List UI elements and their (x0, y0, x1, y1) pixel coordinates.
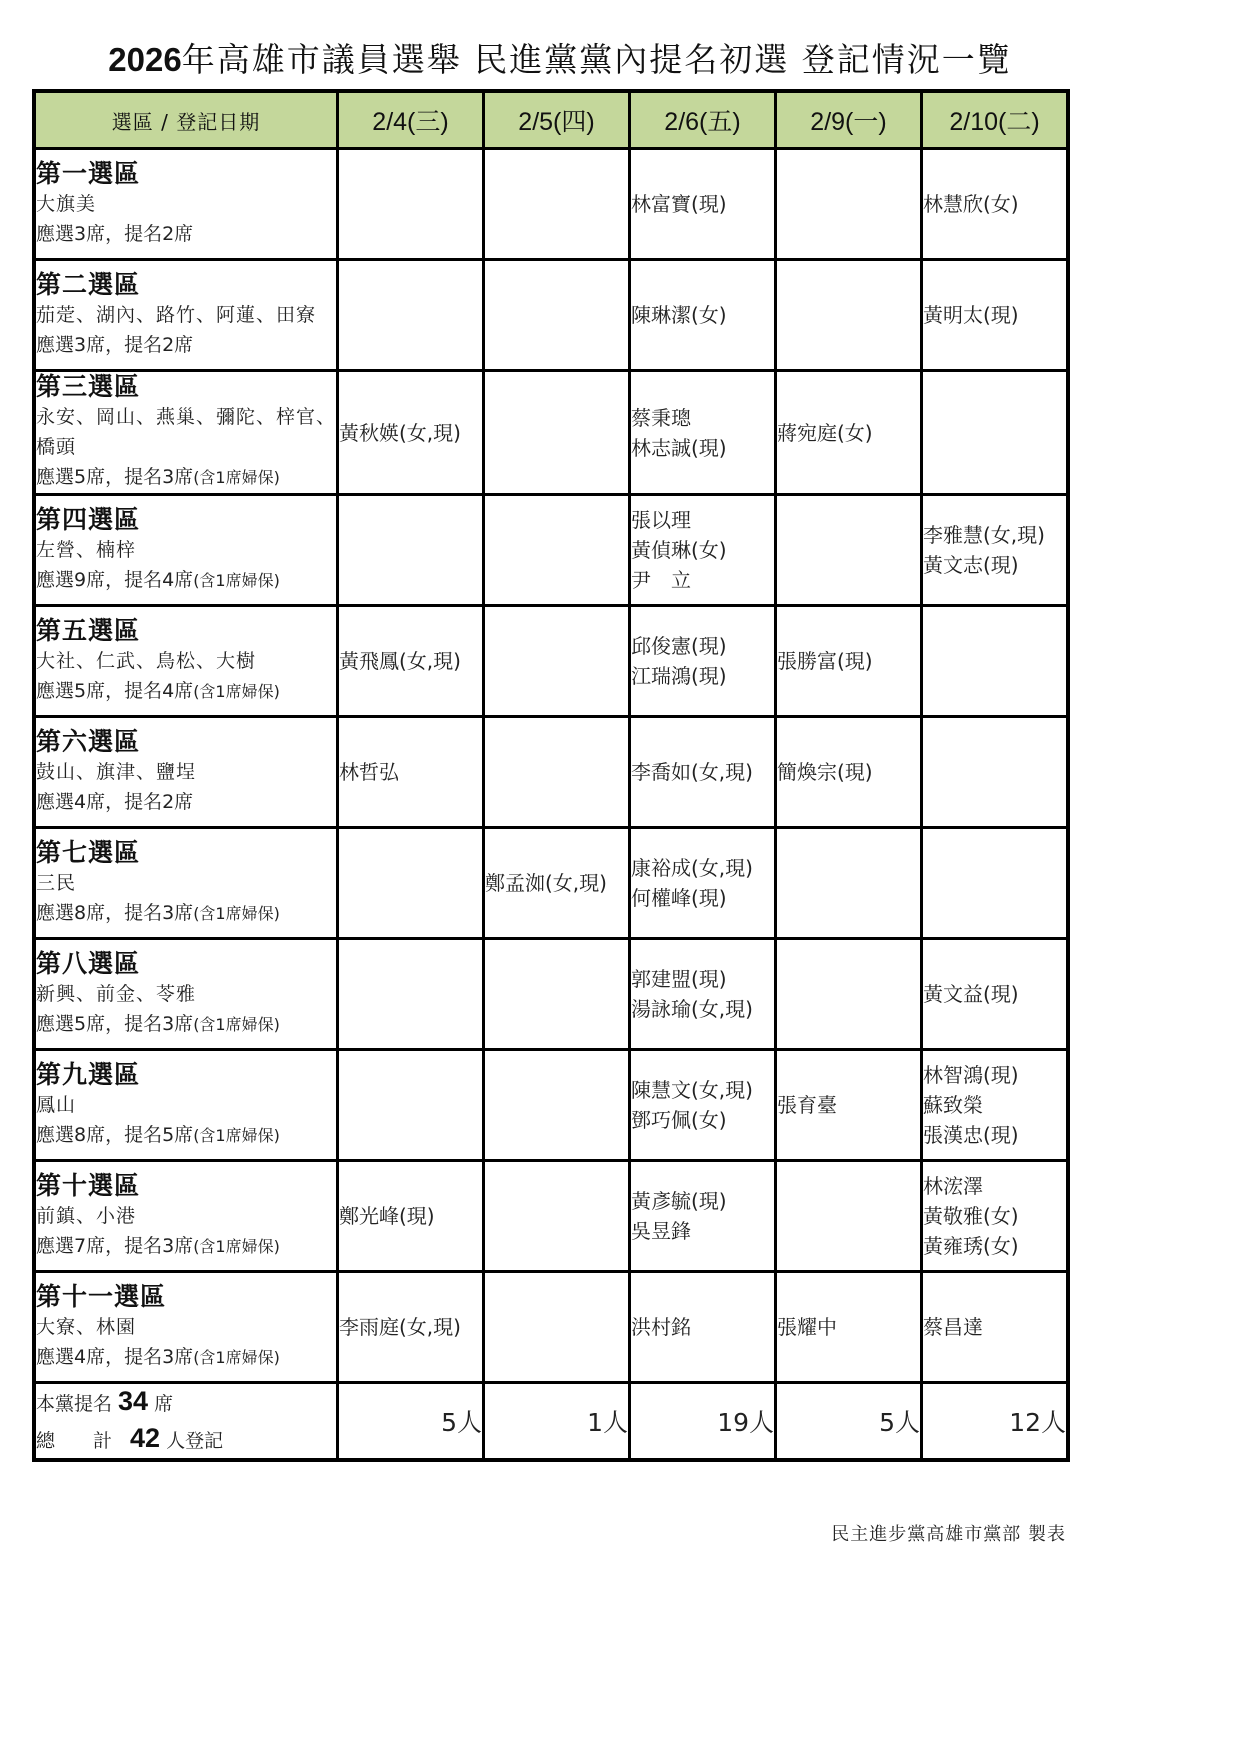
district-row (34, 1161, 1068, 1272)
candidate-name: 何權峰(現) (631, 886, 727, 910)
district-row (34, 717, 1068, 828)
candidate-name: 黃文志(現) (923, 553, 1019, 577)
district-areas: 大寮、林園 (36, 1315, 137, 1338)
registration-cell (484, 149, 630, 260)
candidate-name: 張漢忠(現) (923, 1123, 1019, 1147)
district-cell (34, 717, 338, 828)
candidate-name: 林志誠(現) (631, 435, 727, 460)
district-cell (34, 828, 338, 939)
page-title (0, 34, 1120, 81)
summary-cell (34, 1383, 338, 1461)
registration-cell (922, 939, 1069, 1050)
registration-cell (922, 1272, 1069, 1383)
district-name: 第七選區 (36, 837, 141, 867)
candidate-name: 黃飛鳳(女,現) (339, 649, 461, 673)
registration-cell (776, 939, 922, 1050)
candidate-name: 陳琳潔(女) (631, 303, 727, 327)
header-date-0205: 2/5(四) (484, 91, 630, 149)
registration-cell (630, 1272, 776, 1383)
candidate-name: 蘇致榮 (923, 1093, 983, 1117)
header-date-0206: 2/6(五) (630, 91, 776, 149)
total-count: 42 (130, 1423, 161, 1453)
district-areas: 前鎮、小港 (36, 1204, 137, 1227)
candidate-name: 張耀中 (777, 1315, 837, 1339)
candidate-name: 蔡昌達 (923, 1315, 983, 1339)
nominate-label: 本黨提名 (36, 1393, 113, 1415)
registration-cell (630, 1050, 776, 1161)
header-date-0204: 2/4(三) (338, 91, 484, 149)
district-name: 第二選區 (36, 269, 141, 299)
candidate-name: 吳昱鋒 (631, 1219, 691, 1243)
registration-cell (338, 1272, 484, 1383)
candidate-name: 黃雍琇(女) (923, 1234, 1019, 1258)
seats-note: (含1席婦保) (193, 903, 280, 923)
registration-cell (484, 495, 630, 606)
district-name: 第四選區 (36, 504, 141, 534)
nominate-line (36, 1384, 336, 1421)
candidate-name: 郭建盟(現) (631, 967, 727, 991)
title-year: 2026 (108, 41, 182, 78)
district-areas: 新興、前金、苓雅 (36, 982, 197, 1005)
candidate-name: 湯詠瑜(女,現) (631, 997, 753, 1021)
total-label: 總 計 (36, 1430, 113, 1452)
registration-table (32, 89, 1070, 1462)
candidate-name: 洪村銘 (631, 1315, 691, 1339)
district-row (34, 260, 1068, 371)
registration-cell (630, 495, 776, 606)
total-line (36, 1421, 336, 1458)
daily-total-0210: 12人 (922, 1383, 1069, 1461)
district-name: 第八選區 (36, 948, 141, 978)
candidate-name: 張以理 (631, 508, 691, 532)
district-areas: 左營、楠梓 (36, 538, 137, 561)
district-areas: 三民 (36, 871, 77, 894)
district-name: 第三選區 (36, 372, 141, 401)
registration-cell (484, 717, 630, 828)
registration-cell (630, 606, 776, 717)
district-name: 第六選區 (36, 726, 141, 756)
district-cell (34, 1050, 338, 1161)
district-cell (34, 1161, 338, 1272)
district-seats: 應選4席，提名2席 (36, 790, 194, 813)
district-cell (34, 1272, 338, 1383)
candidate-name: 張育臺 (777, 1093, 837, 1117)
candidate-name: 黃秋媖(女,現) (339, 420, 461, 445)
registration-cell (630, 939, 776, 1050)
district-areas: 永安、岡山、燕巢、彌陀、梓官、橋頭 (36, 406, 337, 458)
registration-cell (922, 1161, 1069, 1272)
candidate-name: 鄧巧佩(女) (631, 1108, 727, 1132)
registration-cell (922, 606, 1069, 717)
district-row (34, 606, 1068, 717)
nominate-unit: 席 (154, 1393, 174, 1415)
district-row (34, 1050, 1068, 1161)
district-name: 第一選區 (36, 158, 141, 188)
district-seats: 應選8席，提名3席(含1席婦保) (36, 901, 280, 924)
candidate-name: 尹 立 (631, 568, 691, 592)
registration-cell (922, 828, 1069, 939)
candidate-name: 李雅慧(女,現) (923, 523, 1045, 547)
registration-cell (338, 717, 484, 828)
registration-cell (630, 828, 776, 939)
seats-note: (含1席婦保) (193, 468, 280, 487)
candidate-name: 黃明太(現) (923, 303, 1019, 327)
credit-line: 民主進步黨高雄市黨部 製表 (831, 1524, 1066, 1545)
district-row (34, 149, 1068, 260)
registration-cell (338, 149, 484, 260)
header-row (34, 91, 1068, 149)
district-cell (34, 606, 338, 717)
district-seats: 應選5席，提名4席(含1席婦保) (36, 679, 280, 702)
district-name: 第九選區 (36, 1059, 141, 1089)
registration-cell (922, 495, 1069, 606)
registration-cell (776, 495, 922, 606)
registration-cell (338, 1161, 484, 1272)
registration-cell (484, 260, 630, 371)
registration-cell (776, 828, 922, 939)
registration-cell (338, 1050, 484, 1161)
candidate-name: 鄭孟洳(女,現) (485, 871, 607, 895)
registration-cell (484, 1272, 630, 1383)
district-name: 第十一選區 (36, 1281, 167, 1311)
candidate-name: 簡煥宗(現) (777, 760, 873, 784)
candidate-name: 林浤澤 (923, 1174, 983, 1198)
candidate-name: 李雨庭(女,現) (339, 1315, 461, 1339)
district-seats: 應選3席，提名2席 (36, 333, 194, 356)
seats-note: (含1席婦保) (193, 1236, 280, 1256)
registration-cell (484, 828, 630, 939)
registration-cell (630, 260, 776, 371)
registration-cell (338, 495, 484, 606)
registration-cell (922, 717, 1069, 828)
registration-cell (338, 939, 484, 1050)
district-row (34, 939, 1068, 1050)
registration-cell (922, 149, 1069, 260)
registration-cell (484, 606, 630, 717)
district-name: 第十選區 (36, 1170, 141, 1200)
candidate-name: 張勝富(現) (777, 649, 873, 673)
registration-cell (338, 260, 484, 371)
district-cell (34, 371, 338, 495)
candidate-name: 黃彥毓(現) (631, 1189, 727, 1213)
total-unit: 人登記 (166, 1430, 224, 1452)
registration-cell (338, 371, 484, 495)
registration-cell (484, 939, 630, 1050)
registration-cell (630, 149, 776, 260)
candidate-name: 林哲弘 (339, 760, 399, 784)
registration-cell (338, 828, 484, 939)
seats-note: (含1席婦保) (193, 1125, 280, 1145)
district-areas: 大社、仁武、鳥松、大樹 (36, 649, 257, 672)
candidate-name: 蔣宛庭(女) (777, 420, 873, 445)
district-row (34, 828, 1068, 939)
registration-cell (484, 1161, 630, 1272)
candidate-name: 林富寶(現) (631, 192, 727, 216)
registration-cell (630, 371, 776, 495)
district-seats: 應選8席，提名5席(含1席婦保) (36, 1123, 280, 1146)
registration-cell (776, 149, 922, 260)
registration-cell (776, 606, 922, 717)
district-areas: 鳳山 (36, 1093, 77, 1116)
seats-note: (含1席婦保) (193, 681, 280, 701)
district-seats: 應選5席，提名3席(含1席婦保) (36, 1012, 280, 1035)
summary-row (34, 1383, 1068, 1461)
registration-cell (776, 1161, 922, 1272)
district-areas: 大旗美 (36, 192, 97, 215)
registration-cell (776, 1272, 922, 1383)
daily-total-0209: 5人 (776, 1383, 922, 1461)
candidate-name: 蔡秉璁 (631, 405, 691, 430)
seats-note: (含1席婦保) (193, 570, 280, 590)
title-text: 年高雄市議員選舉 民進黨黨內提名初選 登記情況一覽 (181, 40, 1012, 79)
candidate-name: 林慧欣(女) (923, 192, 1019, 216)
candidate-name: 邱俊憲(現) (631, 634, 727, 658)
registration-cell (776, 1050, 922, 1161)
district-cell (34, 939, 338, 1050)
daily-total-0204: 5人 (338, 1383, 484, 1461)
district-seats: 應選7席，提名3席(含1席婦保) (36, 1234, 280, 1257)
district-row (34, 495, 1068, 606)
header-date-0210: 2/10(二) (922, 91, 1069, 149)
candidate-name: 林智鴻(現) (923, 1063, 1019, 1087)
registration-cell (484, 1050, 630, 1161)
candidate-name: 李喬如(女,現) (631, 760, 753, 784)
district-seats: 應選9席，提名4席(含1席婦保) (36, 568, 280, 591)
candidate-name: 黃偵琳(女) (631, 538, 727, 562)
header-district-date: 選區 / 登記日期 (34, 91, 338, 149)
district-name: 第五選區 (36, 615, 141, 645)
registration-cell (484, 371, 630, 495)
district-cell (34, 495, 338, 606)
district-row (34, 371, 1068, 495)
registration-cell (776, 371, 922, 495)
registration-cell (922, 260, 1069, 371)
registration-cell (776, 717, 922, 828)
district-row (34, 1272, 1068, 1383)
seats-note: (含1席婦保) (193, 1347, 280, 1367)
district-rows (34, 149, 1068, 1383)
header-date-0209: 2/9(一) (776, 91, 922, 149)
candidate-name: 康裕成(女,現) (631, 856, 753, 880)
daily-total-0205: 1人 (484, 1383, 630, 1461)
registration-cell (630, 1161, 776, 1272)
district-areas: 鼓山、旗津、鹽埕 (36, 760, 197, 783)
candidate-name: 黃敬雅(女) (923, 1204, 1019, 1228)
district-seats: 應選5席，提名3席(含1席婦保) (36, 466, 280, 488)
district-cell (34, 149, 338, 260)
candidate-name: 鄭光峰(現) (339, 1204, 435, 1228)
registration-cell (776, 260, 922, 371)
daily-total-0206: 19人 (630, 1383, 776, 1461)
registration-cell (630, 717, 776, 828)
district-seats: 應選4席，提名3席(含1席婦保) (36, 1345, 280, 1368)
candidate-name: 江瑞鴻(現) (631, 664, 727, 688)
district-areas: 茄萣、湖內、路竹、阿蓮、田寮 (36, 303, 317, 326)
nominate-count: 34 (118, 1386, 149, 1416)
district-cell (34, 260, 338, 371)
candidate-name: 陳慧文(女,現) (631, 1078, 753, 1102)
registration-cell (922, 1050, 1069, 1161)
district-seats: 應選3席，提名2席 (36, 222, 194, 245)
candidate-name: 黃文益(現) (923, 982, 1019, 1006)
registration-cell (922, 371, 1069, 495)
seats-note: (含1席婦保) (193, 1014, 280, 1034)
registration-cell (338, 606, 484, 717)
